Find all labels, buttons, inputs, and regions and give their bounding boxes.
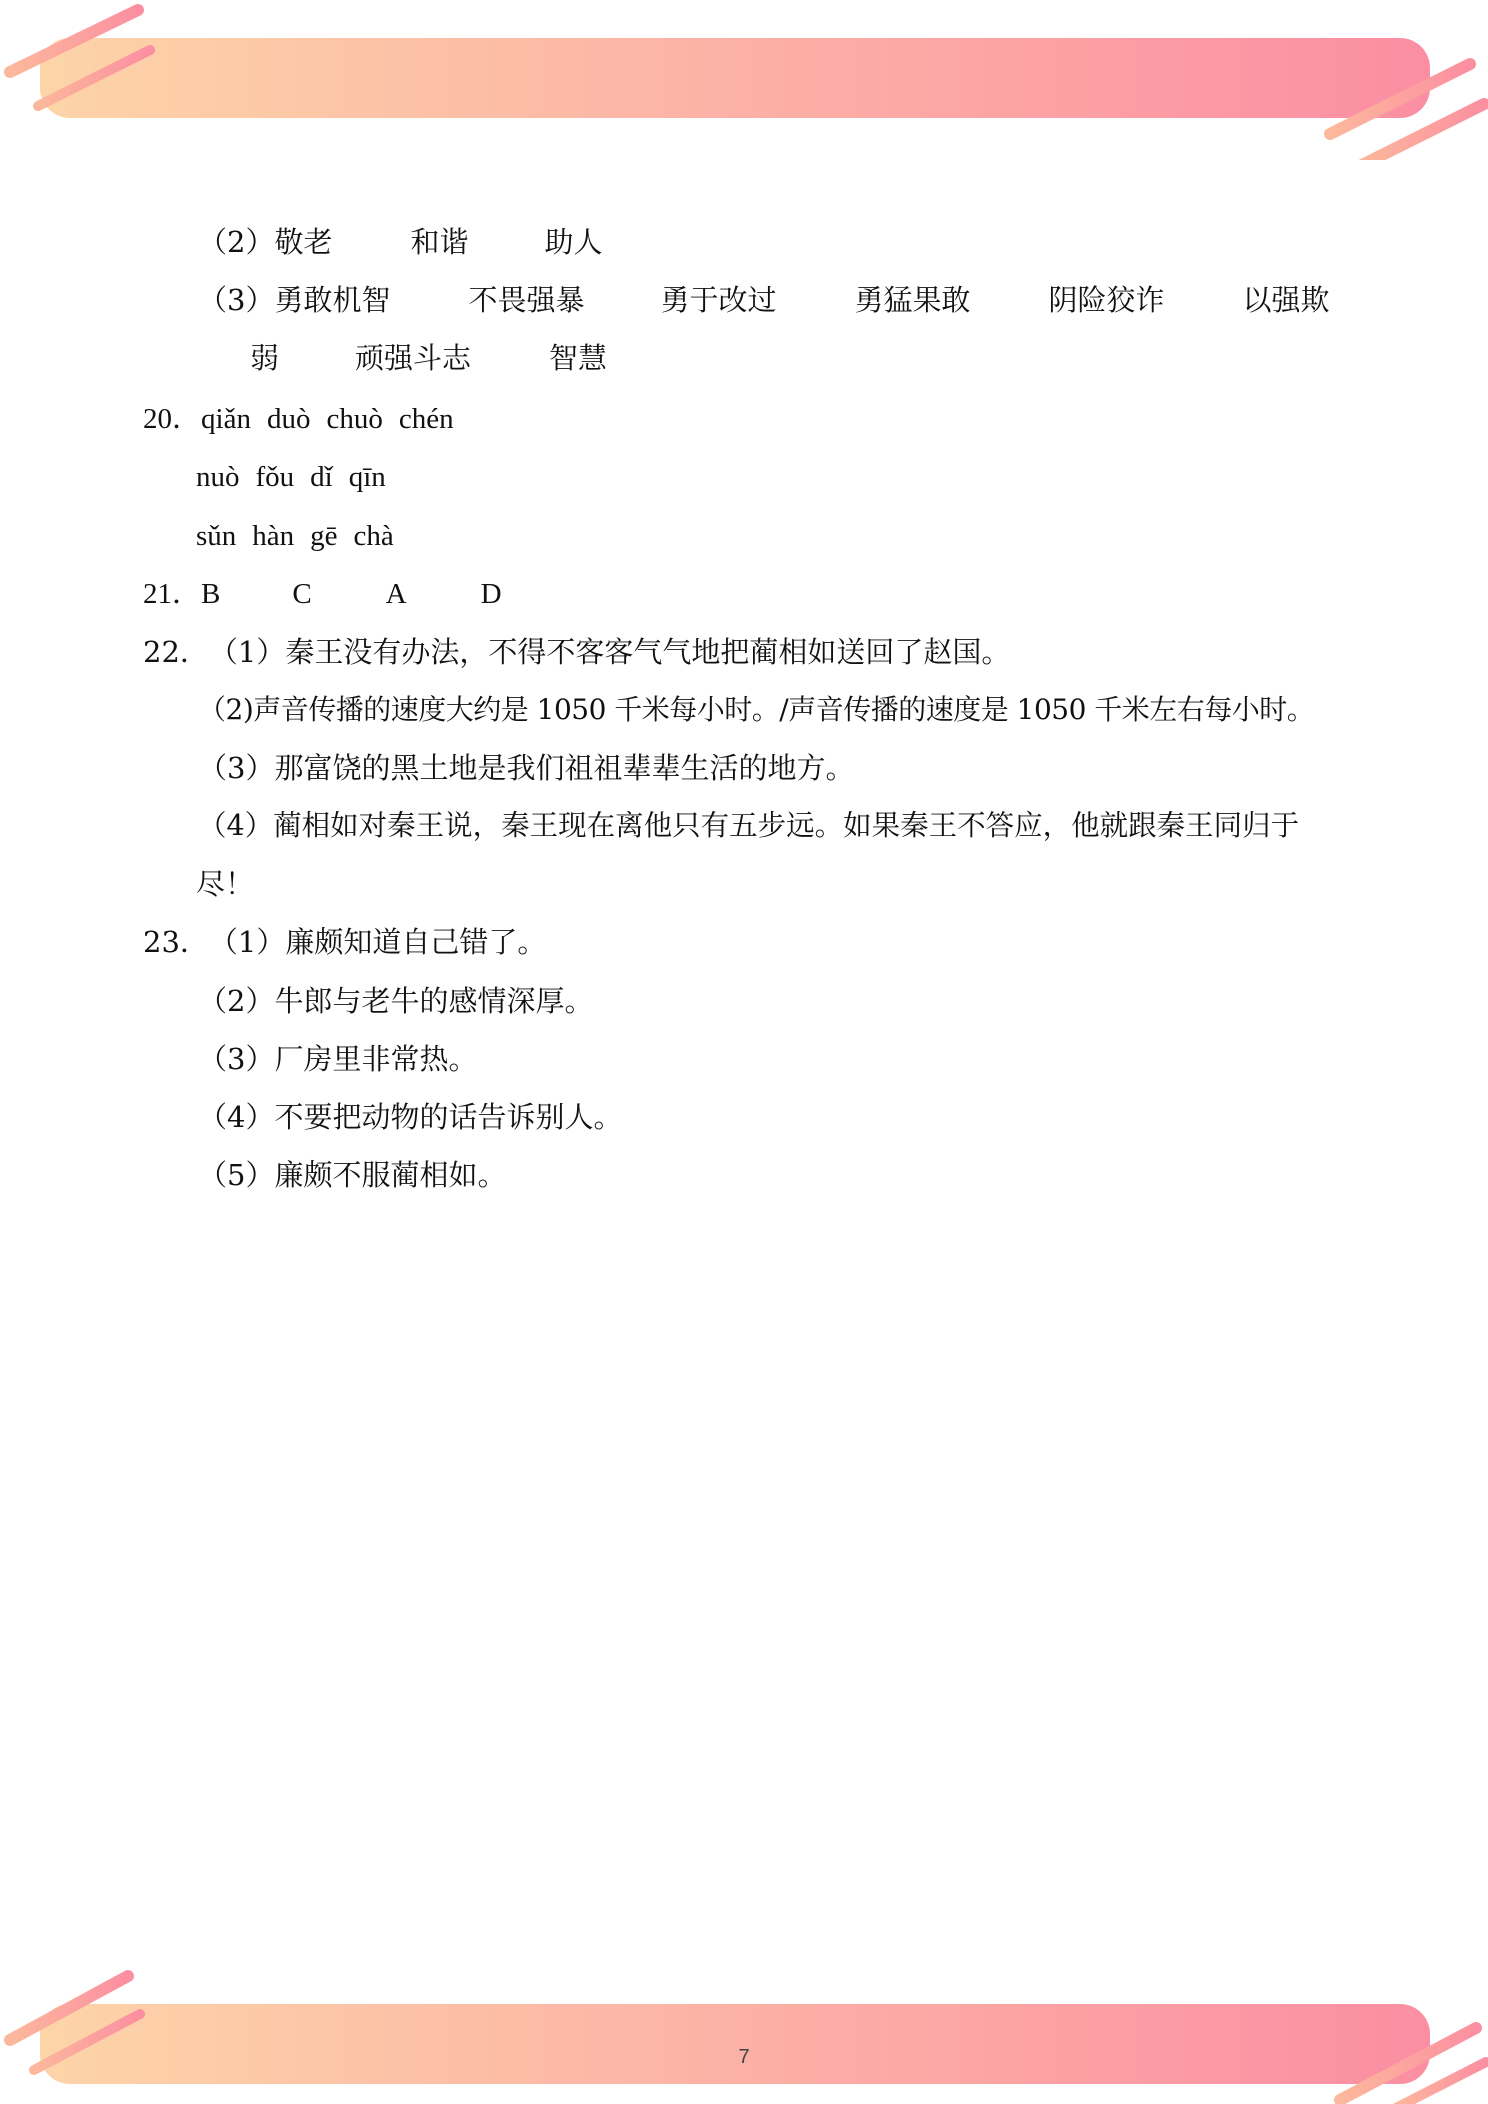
pinyin: nuò	[196, 461, 240, 493]
footer-banner	[0, 1960, 1488, 2104]
question-number: 20．	[143, 403, 202, 435]
pinyin: chén	[398, 403, 454, 435]
answer-text: （5）廉颇不服蔺相如。	[198, 1158, 507, 1192]
answer-text: 尽！	[196, 867, 255, 901]
choice-answer: D	[480, 578, 502, 610]
q19-part3-cont	[250, 338, 607, 378]
pinyin: duò	[266, 403, 311, 435]
answer-word: 不畏强暴	[468, 283, 585, 317]
q21	[143, 574, 502, 614]
q22-part4-cont	[196, 864, 254, 904]
choice-answer: B	[201, 578, 221, 610]
question-number: 23．	[143, 925, 209, 959]
page-number: 7	[738, 2046, 750, 2068]
answer-word: 弱	[250, 341, 280, 375]
q20-row1	[143, 399, 454, 439]
footer-bar	[40, 2004, 1430, 2084]
answer-word: 勇猛果敢	[854, 283, 971, 317]
answer-word: 顽强斗志	[355, 341, 472, 375]
header-bar	[40, 38, 1430, 118]
answer-text: （4）蔺相如对秦王说，秦王现在离他只有五步远。如果秦王不答应，他就跟秦王同归于	[198, 809, 1300, 842]
answer-word: 阴险狡诈	[1048, 283, 1165, 317]
pinyin: chuò	[326, 403, 383, 435]
choice-answer: C	[292, 578, 312, 610]
answer-text: （4）不要把动物的话告诉别人。	[198, 1100, 623, 1134]
pinyin: hàn	[252, 520, 295, 552]
q23-part2	[198, 981, 593, 1021]
answer-text: （2）牛郎与老牛的感情深厚。	[198, 984, 594, 1018]
pinyin: chà	[353, 520, 394, 552]
pinyin: sǔn	[196, 520, 237, 552]
q20-row2	[196, 457, 386, 497]
pinyin: qiǎn	[201, 403, 251, 435]
q22-part2	[198, 690, 1314, 730]
pinyin: dǐ	[310, 461, 333, 493]
answer-word: 勇于改过	[660, 283, 777, 317]
answer-text: （2)声音传播的速度大约是 1050 千米每小时。/声音传播的速度是 1050 千米左右每小时。	[198, 693, 1315, 726]
answer-text: （3）厂房里非常热。	[198, 1042, 478, 1076]
answer-word: 智慧	[549, 341, 608, 375]
q19-part3	[198, 280, 1330, 320]
answer-text: （3）那富饶的黑土地是我们祖祖辈辈生活的地方。	[198, 751, 855, 785]
q22-part1	[143, 632, 1010, 672]
q19-part2	[198, 222, 603, 262]
answer-word: 以强欺	[1242, 283, 1330, 317]
question-number: 22．	[143, 635, 209, 669]
answer-word: 勇敢机智	[274, 283, 391, 317]
q23-part3	[198, 1039, 477, 1079]
answer-text: （1）秦王没有办法，不得不客客气气地把蔺相如送回了赵国。	[208, 635, 1011, 669]
choice-answer: A	[385, 578, 407, 610]
pinyin: gē	[310, 520, 338, 552]
answer-text: （1）廉颇知道自己错了。	[208, 925, 547, 959]
answer-word: 和谐	[410, 225, 469, 259]
q22-part3	[198, 748, 854, 788]
q23-part5	[198, 1155, 506, 1195]
q23-part4	[198, 1097, 622, 1137]
part-label: （3）	[198, 283, 275, 317]
q23-part1	[143, 922, 546, 962]
pinyin: qīn	[348, 461, 386, 493]
q20-row3	[196, 516, 394, 556]
question-number: 21．	[143, 578, 202, 610]
pinyin: fǒu	[255, 461, 295, 493]
part-label: （2）	[198, 225, 275, 259]
header-banner	[0, 0, 1488, 160]
answer-word: 敬老	[274, 225, 333, 259]
q22-part4	[198, 806, 1299, 846]
answer-word: 助人	[544, 225, 603, 259]
